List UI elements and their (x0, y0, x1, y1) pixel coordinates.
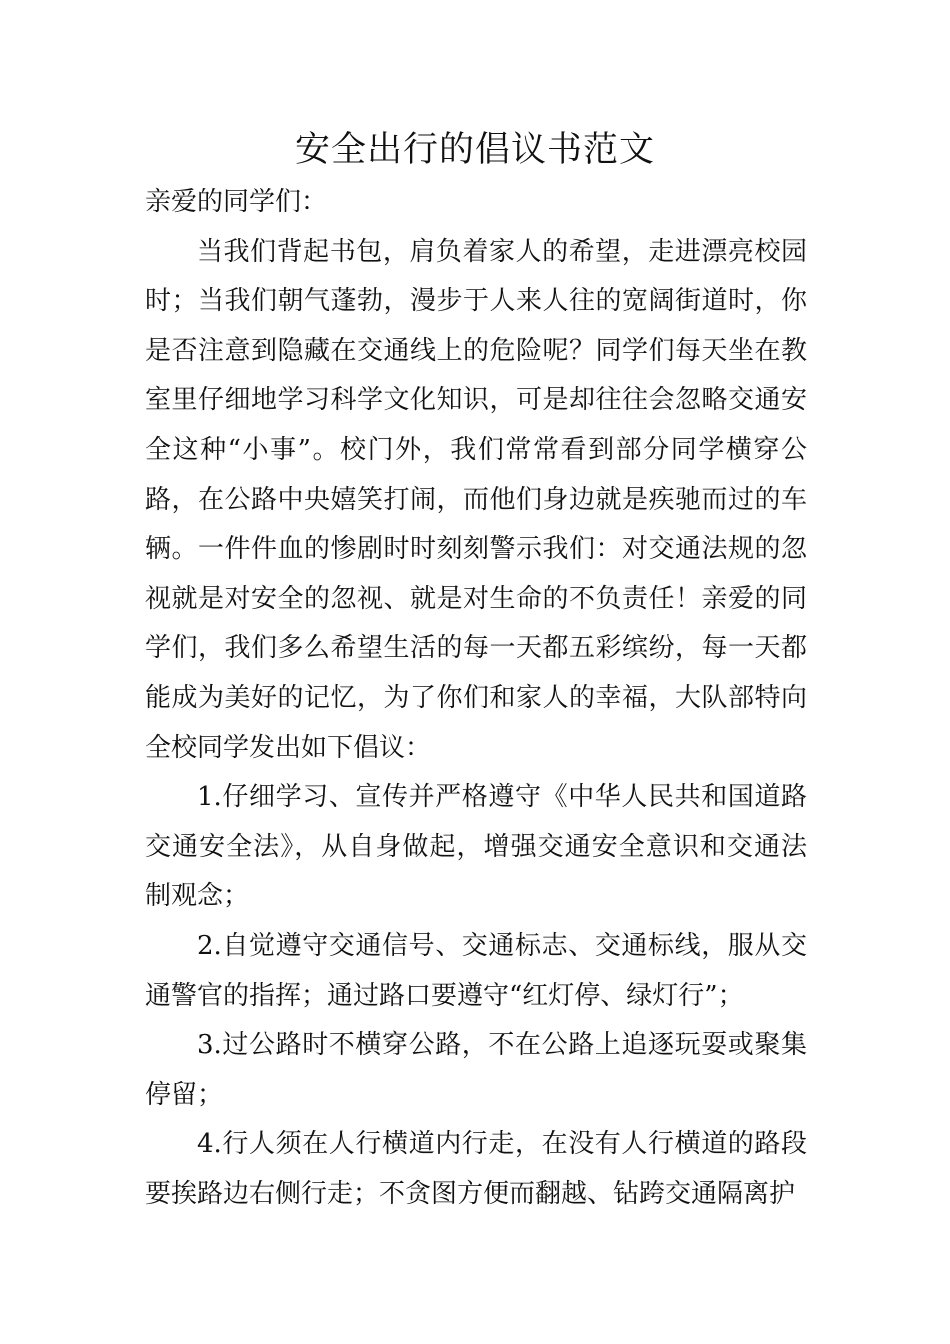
proposal-item-2: 2.自觉遵守交通信号、交通标志、交通标线，服从交通警官的指挥；通过路口要遵守“红灯停、绿灯行”； (145, 930, 807, 1011)
proposal-item-1: 1.仔细学习、宣传并严格遵守《中华人民共和国道路交通安全法》，从自身做起，增强交通安全意识和交通法制观念； (145, 782, 807, 912)
intro-paragraph: 当我们背起书包，肩负着家人的希望，走进漂亮校园时；当我们朝气蓬勃，漫步于人来人往的宽阔街道时，你是否注意到隐藏在交通线上的危险呢？同学们每天坐在教室里仔细地学习科学文化知识，可是却往往会忽略交通安全这种“小事”。校门外，我们常常看到部分同学横穿公路，在公路中央嬉笑打闹，而他们身边就是疾驰而过的车辆。一件件血的惨剧时时刻刻警示我们：对交通法规的忽视就是对安全的忽视、就是对生命的不负责任！亲爱的同学们，我们多么希望生活的每一天都五彩缤纷，每一天都能成为美好的记忆，为了你们和家人的幸福，大队部特向全校同学发出如下倡议： (145, 236, 807, 763)
document-title: 安全出行的倡议书范文 (294, 130, 655, 170)
proposal-item-3: 3.过公路时不横穿公路，不在公路上追逐玩耍或聚集停留； (145, 1030, 807, 1110)
proposal-item-4: 4.行人须在人行横道内行走，在没有人行横道的路段要挨路边右侧行走；不贪图方便而翻越、钻跨交通隔离护 (145, 1129, 807, 1209)
salutation: 亲爱的同学们： (145, 187, 328, 217)
document-body (145, 178, 807, 1219)
